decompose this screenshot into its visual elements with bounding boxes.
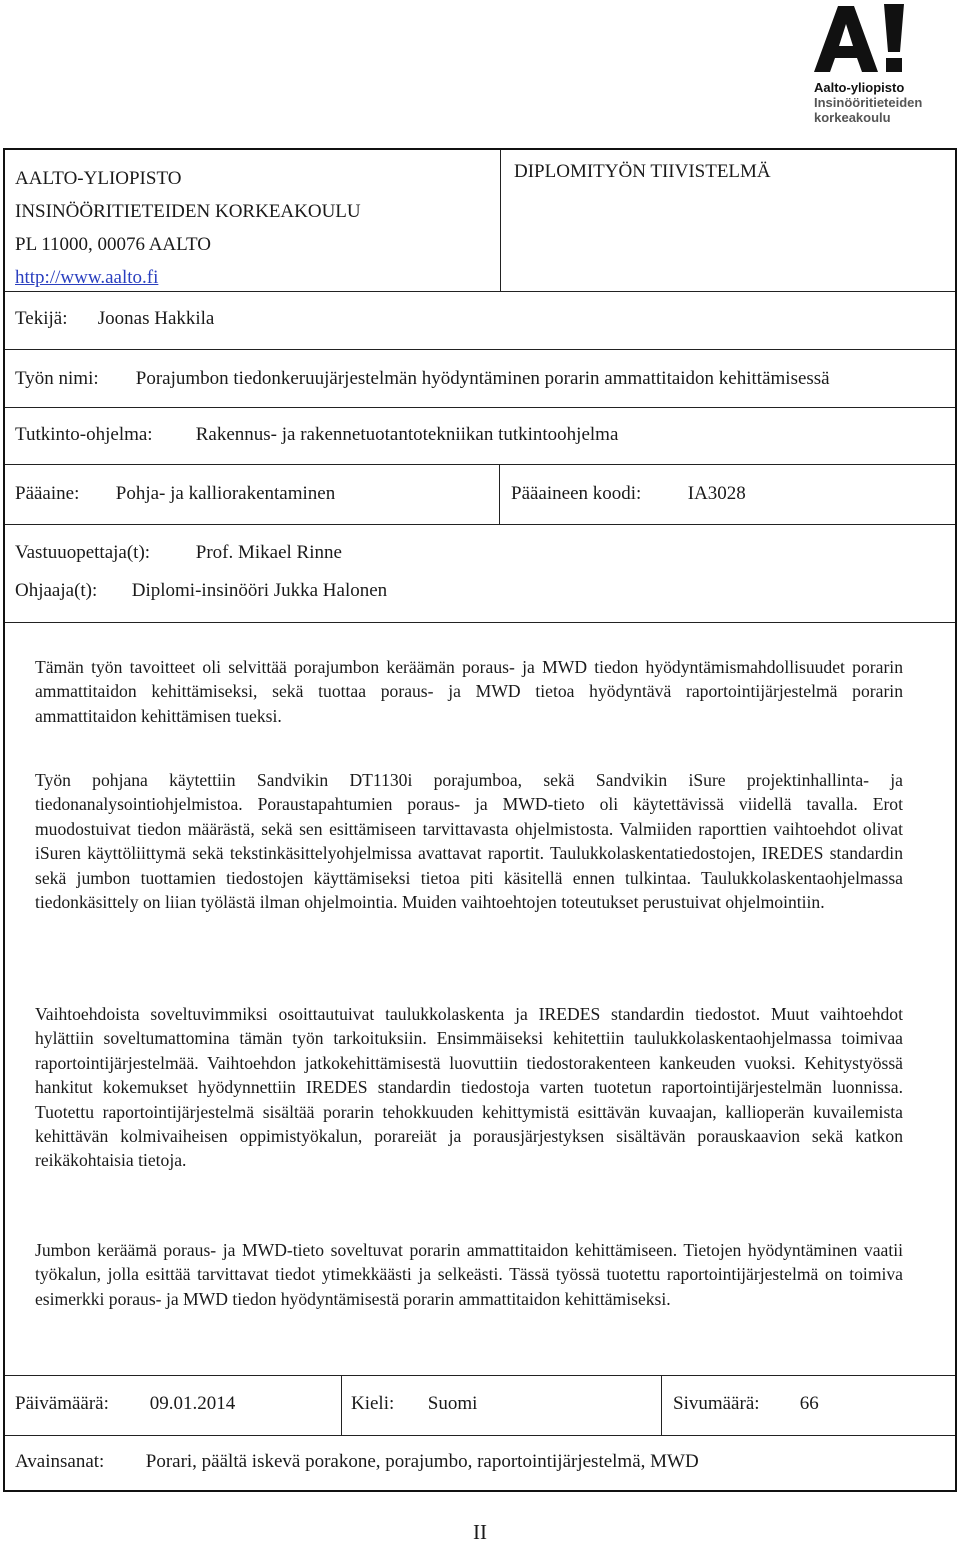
logo-line-1: Aalto-yliopisto [814, 80, 905, 95]
date-label: Päivämäärä: [15, 1393, 109, 1414]
programme-row [15, 424, 618, 446]
university-name: AALTO-YLIOPISTO [15, 168, 182, 189]
title-row [15, 368, 830, 390]
pages-row [673, 1393, 819, 1415]
document-type: DIPLOMITYÖN TIIVISTELMÄ [514, 161, 771, 182]
language-value: Suomi [427, 1393, 478, 1414]
keywords-value: Porari, päältä iskevä porakone, porajumbo, raportointijärjestelmä, MWD [145, 1451, 699, 1472]
title-value: Porajumbon tiedonkeruujärjestelmän hyödyntäminen porarin ammattitaidon kehittämisessä [135, 368, 830, 389]
advisor-value: Diplomi-insinööri Jukka Halonen [131, 580, 388, 601]
major-code-value: IA3028 [687, 483, 746, 504]
major-row [15, 483, 335, 505]
abstract-paragraph-3: Vaihtoehdoista soveltuvimmiksi osoittautuivat taulukkolaskenta ja IREDES standardin tiedostot. Muut vaihtoehdot hylättiin soveltumattomina tämän työn tarkoituksiin. Ensimmäiseksi kehitettiin taulukkolaskentaohjelmassa toimivaa raportointijärjestelmää. Vaihtoehdon jatkokehittämisestä luovuttiin tiedostorakenteen kankeuden vuoksi. Kehitystyössä hankitut kokemukset hyödynnettiin IREDES standardin tiedostoja varten tuotetun raportointijärjestelmän luonnissa. Tuotettu raportointijärjestelmä sisältää porarin tehokkuuden kehittymistä esittävän kuvaajan, kallioperän kuvailemista kehittävän kolmivaiheisen oppimistyökalun, porareiät ja porausjärjestyksen sisältävän porauskaavion sekä katkon reikäkohtaisia tietoja. [35, 1004, 903, 1171]
abstract-paragraph-2: Työn pohjana käytettiin Sandvikin DT1130i porajumboa, sekä Sandvikin iSure projektinhallinta- ja tiedonanalysointiohjelmistoa. Poraustapahtumien poraus- ja MWD-tieto oli käytettävissä viidellä tavalla. Erot muodostuivat tiedon määrästä, sekä sen esittämiseen tarvittavasta ohjelmistosta. Valmiiden raporttien vaihtoehdot olivat iSuren käyttöliittymä sekä tekstinkäsittelyohjelmissa avattavat raportit. Taulukkolaskentatiedostojen, IREDES standardin sekä jumbon tuottamien tiedostojen käyttämiseksi tietoa piti käsitellä ennen tulkintaa. Taulukkolaskentaohjelmassa tiedonkäsittely on liian työlästä ilman ohjelmointia. Muiden vaihtoehtojen toteutukset perustuivat ohjelmointiin. [35, 770, 903, 913]
university-url-link[interactable]: http://www.aalto.fi [15, 267, 159, 288]
title-label: Työn nimi: [15, 368, 99, 389]
logo-line-2: Insinööritieteiden [814, 95, 923, 110]
supervisor-label: Vastuuopettaja(t): [15, 542, 151, 563]
pages-label: Sivumäärä: [673, 1393, 760, 1414]
major-value: Pohja- ja kalliorakentaminen [115, 483, 336, 504]
page-number: II [473, 1520, 487, 1544]
abstract-paragraph-4: Jumbon keräämä poraus- ja MWD-tieto soveltuvat porarin ammattitaidon kehittämiseen. Tietojen hyödyntäminen vaatii työkalun, jolla esittää tarvittavat tiedot ytimekkäästi ja selkeästi. Tässä työssä tuotettu raportointijärjestelmä on toimiva esimerkki poraus- ja MWD tiedon hyödyntämisestä porarin ammattitaidon kehittämiseksi. [35, 1240, 903, 1309]
aalto-logo [812, 4, 952, 126]
major-code-row [511, 483, 746, 505]
advisor-row [15, 580, 387, 602]
keywords-label: Avainsanat: [15, 1451, 105, 1472]
abstract-paragraph-1: Tämän työn tavoitteet oli selvittää porajumbon keräämän poraus- ja MWD tiedon hyödyntämismahdollisuudet porarin ammattitaidon kehittämiseksi, sekä tuottaa poraus- ja MWD tietoa hyödyntävä raportointijärjestelmä porarin ammattitaidon kehittämisen tueksi. [35, 657, 903, 726]
pages-value: 66 [799, 1393, 819, 1414]
programme-label: Tutkinto-ohjelma: [15, 424, 153, 445]
abstract-form [3, 148, 957, 1492]
author-label: Tekijä: [15, 308, 68, 329]
postal-address: PL 11000, 00076 AALTO [15, 234, 212, 255]
logo-text [814, 80, 922, 125]
language-label: Kieli: [351, 1393, 395, 1414]
aalto-logo-mark [814, 4, 914, 74]
major-label: Pääaine: [15, 483, 80, 504]
keywords-row [15, 1451, 699, 1473]
date-value: 09.01.2014 [149, 1393, 236, 1414]
advisor-label: Ohjaaja(t): [15, 580, 98, 601]
language-row [351, 1393, 477, 1415]
author-value: Joonas Hakkila [97, 308, 215, 329]
supervisor-value: Prof. Mikael Rinne [195, 542, 342, 563]
date-row [15, 1393, 235, 1415]
supervisor-row [15, 542, 342, 564]
major-code-label: Pääaineen koodi: [511, 483, 642, 504]
logo-line-3: korkeakoulu [814, 110, 891, 125]
author-row [15, 308, 214, 330]
programme-value: Rakennus- ja rakennetuotantotekniikan tutkintoohjelma [195, 424, 619, 445]
university-address [15, 162, 361, 294]
school-name: INSINÖÖRITIETEIDEN KORKEAKOULU [15, 201, 361, 222]
